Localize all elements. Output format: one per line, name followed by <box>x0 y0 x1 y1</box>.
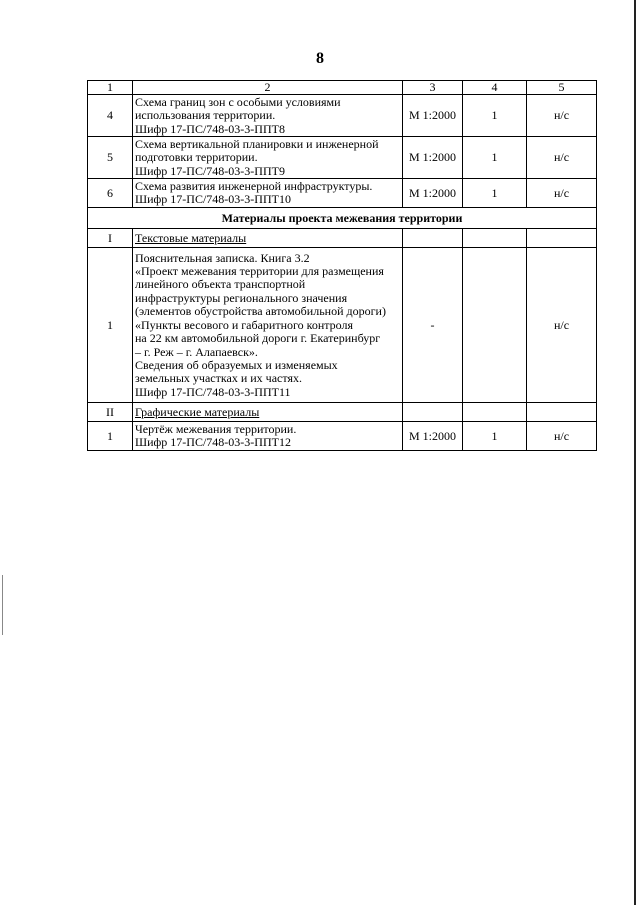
empty-cell <box>463 229 527 248</box>
header-col-2: 2 <box>133 81 403 95</box>
row-scale: М 1:2000 <box>403 179 463 208</box>
row-title-line: Пояснительная записка. Книга 3.2 <box>135 250 310 265</box>
table-row <box>88 137 597 179</box>
subsection-number: II <box>88 403 133 422</box>
row-quantity: 1 <box>463 179 527 208</box>
row-title-line: инфраструктуры регионального значения <box>135 290 348 305</box>
subsection-title: Графические материалы <box>133 403 403 422</box>
row-title-line: Чертёж межевания территории. <box>135 422 297 436</box>
row-stamp: н/с <box>527 179 597 208</box>
row-number: 1 <box>88 422 133 451</box>
row-title-line: подготовки территории. <box>135 150 258 165</box>
row-title <box>133 95 403 137</box>
header-col-5: 5 <box>527 81 597 95</box>
header-col-1: 1 <box>88 81 133 95</box>
row-title-line: Схема границ зон с особыми условиями <box>135 94 341 109</box>
row-title-line: (элементов обустройства автомобильной дороги) <box>135 304 386 319</box>
row-quantity: 1 <box>463 422 527 451</box>
row-number: 6 <box>88 179 133 208</box>
row-stamp: н/с <box>527 248 597 403</box>
row-quantity <box>463 248 527 403</box>
table-row <box>88 179 597 208</box>
row-scale: М 1:2000 <box>403 95 463 137</box>
row-code-line: Шифр 17-ПС/748-03-3-ППТ11 <box>135 384 291 399</box>
table-row <box>88 248 597 403</box>
empty-cell <box>403 229 463 248</box>
row-code-line: Шифр 17-ПС/748-03-3-ППТ9 <box>135 163 285 178</box>
table-row <box>88 95 597 137</box>
empty-cell <box>527 229 597 248</box>
row-title-line: использования территории. <box>135 108 276 123</box>
header-col-4: 4 <box>463 81 527 95</box>
row-title <box>133 137 403 179</box>
subsection-row-text <box>88 229 597 248</box>
row-title-line: Сведения об образуемых и изменяемых <box>135 357 338 372</box>
row-code-line: Шифр 17-ПС/748-03-3-ППТ10 <box>135 192 291 207</box>
empty-cell <box>527 403 597 422</box>
table-row <box>88 422 597 451</box>
row-title-line: «Пункты весового и габаритного контроля <box>135 317 354 332</box>
page-edge <box>634 0 636 905</box>
row-stamp: н/с <box>527 422 597 451</box>
row-quantity: 1 <box>463 95 527 137</box>
subsection-row-graphic <box>88 403 597 422</box>
empty-cell <box>403 403 463 422</box>
row-scale: М 1:2000 <box>403 137 463 179</box>
row-title-line: – г. Реж – г. Алапаевск». <box>135 344 258 359</box>
row-title-line: Схема вертикальной планировки и инженерной <box>135 136 379 151</box>
row-title-line: линейного объекта транспортной <box>135 277 306 292</box>
row-scale: - <box>403 248 463 403</box>
row-number: 5 <box>88 137 133 179</box>
section-title: Материалы проекта межевания территории <box>88 208 597 229</box>
subsection-title: Текстовые материалы <box>133 229 403 248</box>
row-stamp: н/с <box>527 95 597 137</box>
row-code-line: Шифр 17-ПС/748-03-3-ППТ8 <box>135 121 285 136</box>
row-number: 1 <box>88 248 133 403</box>
subsection-number: I <box>88 229 133 248</box>
section-row <box>88 208 597 229</box>
row-quantity: 1 <box>463 137 527 179</box>
row-title <box>133 422 403 451</box>
row-title <box>133 248 403 403</box>
row-scale: М 1:2000 <box>403 422 463 451</box>
row-title <box>133 179 403 208</box>
page-number: 8 <box>316 50 324 67</box>
row-stamp: н/с <box>527 137 597 179</box>
row-number: 4 <box>88 95 133 137</box>
empty-cell <box>463 403 527 422</box>
row-title-line: земельных участках и их частях. <box>135 371 302 386</box>
materials-table <box>87 80 597 451</box>
table-header-row <box>88 81 597 95</box>
row-title-line: «Проект межевания территории для размещения <box>135 264 384 279</box>
header-col-3: 3 <box>403 81 463 95</box>
scan-mark <box>2 575 3 635</box>
row-code-line: Шифр 17-ПС/748-03-3-ППТ12 <box>135 435 291 450</box>
row-title-line: Схема развития инженерной инфраструктуры. <box>135 179 373 193</box>
row-title-line: на 22 км автомобильной дороги г. Екатеринбург <box>135 331 381 346</box>
